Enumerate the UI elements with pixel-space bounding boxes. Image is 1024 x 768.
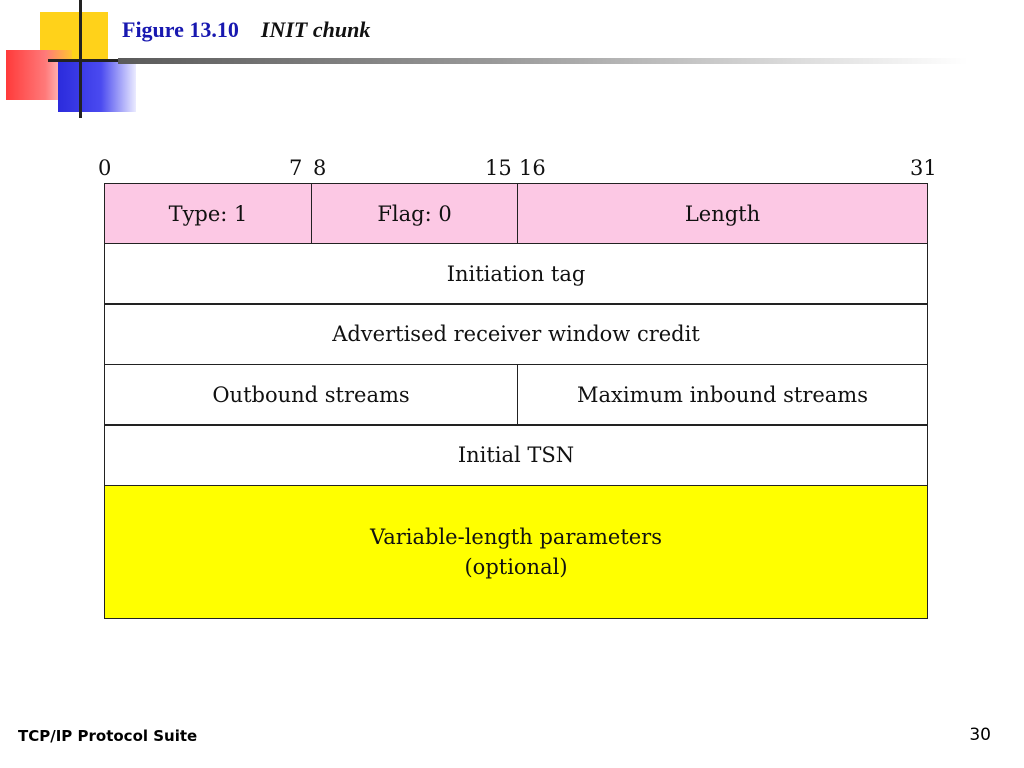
length-field: Length (517, 184, 927, 243)
bit-label-16: 16 (519, 156, 546, 180)
logo-blue-square (58, 62, 136, 112)
bit-label-31: 31 (910, 156, 937, 180)
figure-title: INIT chunk (260, 17, 371, 42)
page-number: 30 (969, 725, 991, 745)
initial-tsn-field: Initial TSN (457, 443, 575, 467)
header-row (104, 183, 928, 244)
streams-row (104, 364, 928, 426)
initiation-tag-row (104, 243, 928, 305)
footer-course-title: TCP/IP Protocol Suite (18, 727, 198, 745)
parameters-label: Variable-length parameters (369, 524, 662, 549)
bit-label-0: 0 (98, 156, 112, 180)
advertised-window-row (104, 303, 928, 365)
bit-label-7: 7 (289, 156, 303, 180)
max-inbound-streams-field: Maximum inbound streams (517, 365, 927, 425)
slide-title (122, 17, 370, 43)
outbound-streams-field: Outbound streams (212, 382, 410, 407)
parameters-optional-label: (optional) (464, 554, 568, 579)
advertised-window-field: Advertised receiver window credit (332, 322, 700, 346)
initiation-tag-field: Initiation tag (446, 261, 586, 286)
initial-tsn-row (104, 424, 928, 486)
parameters-field (105, 486, 927, 618)
type-field: Type: 1 (168, 201, 248, 226)
figure-number: Figure 13.10 (122, 17, 239, 42)
flag-field: Flag: 0 (311, 184, 517, 243)
parameters-row (104, 485, 928, 619)
title-underline (118, 58, 968, 64)
bit-label-15: 15 (485, 156, 512, 180)
bit-label-8: 8 (313, 156, 327, 180)
init-chunk-diagram (104, 183, 928, 619)
